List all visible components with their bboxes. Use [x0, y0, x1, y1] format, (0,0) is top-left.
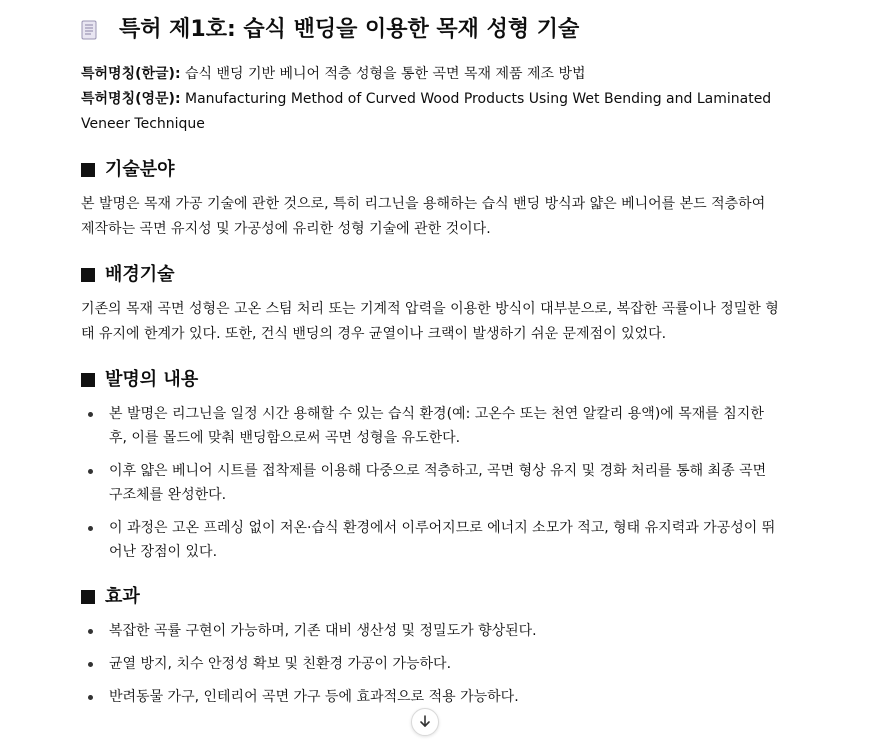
section-heading-field: [81, 157, 781, 183]
list-item: [81, 516, 781, 564]
list-item: [81, 652, 781, 676]
square-bullet-icon: [81, 373, 95, 387]
scroll-to-bottom-button[interactable]: [411, 708, 439, 736]
bullet-dot-icon: [88, 526, 93, 531]
korean-name-label: 특허명칭(한글):: [81, 66, 181, 82]
korean-name-row: [81, 62, 781, 87]
bullet-dot-icon: [88, 412, 93, 417]
section-heading-effects: [81, 584, 781, 610]
list-item-text: 반려동물 가구, 인테리어 곡면 가구 등에 효과적으로 적용 가능하다.: [109, 689, 519, 705]
bullet-dot-icon: [88, 695, 93, 700]
square-bullet-icon: [81, 163, 95, 177]
list-item: [81, 402, 781, 450]
patent-names: [81, 62, 781, 137]
english-name-value: Manufacturing Method of Curved Wood Products Using Wet Bending and Laminated Veneer Technique: [81, 91, 772, 132]
document-body: [81, 14, 781, 718]
arrow-down-icon: [418, 713, 432, 732]
section-heading-content: [81, 367, 781, 393]
list-item-text: 이후 얇은 베니어 시트를 접착제를 이용해 다중으로 적층하고, 곡면 형상 유지 및 경화 처리를 통해 최종 곡면 구조체를 완성한다.: [109, 463, 767, 503]
page-title: 특허 제1호: 습식 밴딩을 이용한 목재 성형 기술: [119, 17, 580, 42]
content-list: [81, 402, 781, 564]
page-icon: [81, 20, 97, 40]
korean-name-value: 습식 밴딩 기반 베니어 적층 성형을 통한 곡면 목재 제품 제조 방법: [185, 66, 586, 82]
bullet-dot-icon: [88, 629, 93, 634]
section-heading-label: 기술분야: [105, 159, 175, 180]
list-item-text: 복잡한 곡률 구현이 가능하며, 기존 대비 생산성 및 정밀도가 향상된다.: [109, 623, 537, 639]
bullet-dot-icon: [88, 469, 93, 474]
section-heading-label: 발명의 내용: [105, 369, 199, 390]
square-bullet-icon: [81, 590, 95, 604]
list-item-text: 이 과정은 고온 프레싱 없이 저온·습식 환경에서 이루어지므로 에너지 소모가 적고, 형태 유지력과 가공성이 뛰어난 장점이 있다.: [109, 520, 776, 560]
square-bullet-icon: [81, 268, 95, 282]
list-item-text: 균열 방지, 치수 안정성 확보 및 친환경 가공이 가능하다.: [109, 656, 452, 672]
english-name-label: 특허명칭(영문):: [81, 91, 181, 107]
list-item: [81, 619, 781, 643]
section-heading-label: 효과: [105, 586, 140, 607]
bullet-dot-icon: [88, 662, 93, 667]
list-item: [81, 685, 781, 709]
list-item: [81, 459, 781, 507]
document-title-row: [81, 14, 781, 46]
background-paragraph: 기존의 목재 곡면 성형은 고온 스팀 처리 또는 기계적 압력을 이용한 방식이 대부분으로, 복잡한 곡률이나 정밀한 형태 유지에 한계가 있다. 또한, 건식 밴딩의 경우 균열이나 크랙이 발생하기 쉬운 문제점이 있었다.: [81, 301, 779, 342]
list-item-text: 본 발명은 리그닌을 일정 시간 용해할 수 있는 습식 환경(예: 고온수 또는 천연 알칼리 용액)에 목재를 침지한 후, 이를 몰드에 맞춰 밴딩함으로써 곡면 성형을 유도한다.: [109, 406, 764, 446]
section-heading-background: [81, 262, 781, 288]
section-heading-label: 배경기술: [105, 264, 175, 285]
field-paragraph: 본 발명은 목재 가공 기술에 관한 것으로, 특히 리그닌을 용해하는 습식 밴딩 방식과 얇은 베니어를 본드 적층하여 제작하는 곡면 유지성 및 가공성에 유리한 성형 기술에 관한 것이다.: [81, 196, 766, 237]
effects-list: [81, 619, 781, 709]
english-name-row: [81, 87, 781, 137]
